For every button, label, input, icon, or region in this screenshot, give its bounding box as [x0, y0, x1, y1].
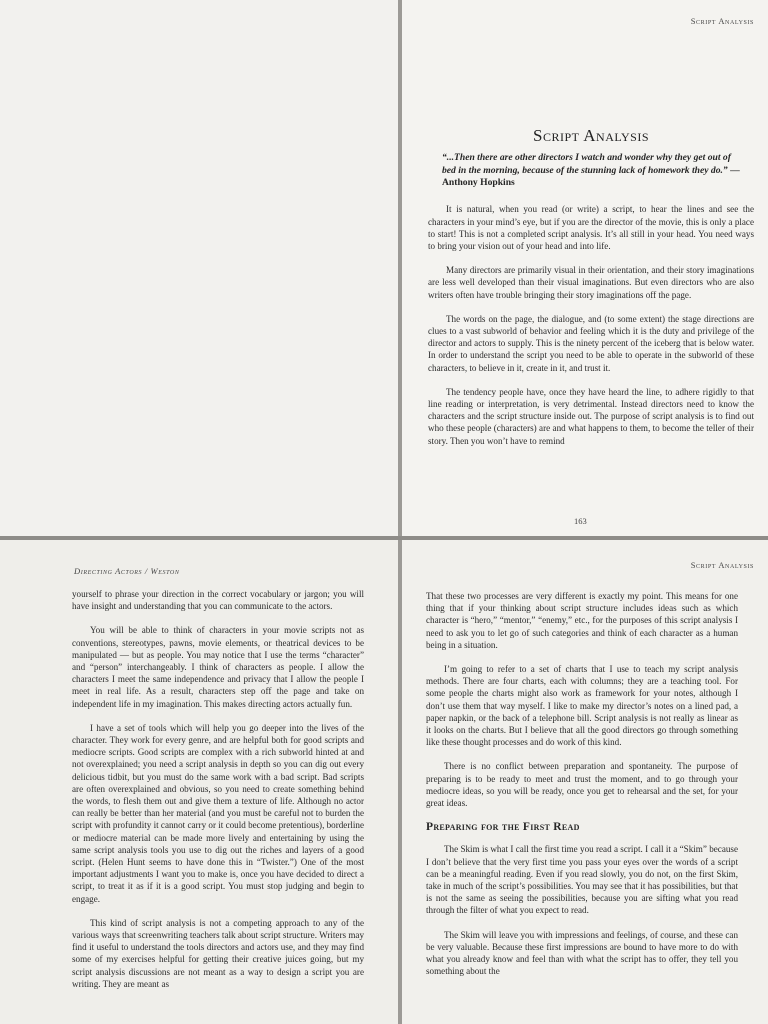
book-page-left: [0, 540, 398, 1024]
paragraph: The Skim is what I call the first time you read a script. I call it a “Skim” because I don’t believe that the very first time you pass your eyes over the words of a script can be a meaningful reading. Even if you read slowly, you do not, on the first Skim, take in much of the script’s possibilities. You may see that it has possibilities, but that is not the same as seeing the possibilities, because you are sifting what you read through the filter of what you expect to read.: [426, 844, 738, 916]
running-head: Script Analysis: [690, 560, 754, 570]
epigraph: [442, 152, 740, 189]
paragraph: yourself to phrase your direction in the correct vocabulary or jargon; you will have insight and understanding that you can communicate to the actors.: [72, 589, 364, 612]
epigraph-quote: “...Then there are other directors I watch and wonder why they get out of bed in the morning, because of the stunning lack of homework they do.”: [442, 152, 731, 176]
page-number: 163: [574, 516, 587, 526]
text-column: [72, 588, 364, 1002]
text-column: [428, 126, 754, 459]
paragraph: I’m going to refer to a set of charts that I use to teach my script analysis methods. There are four charts, each with columns; they are a teaching tool. For some people the charts might also work as framework for your notes, although I don’t use them that way myself. I like to make my director’s notes on a lined pad, a paper napkin, or the back of a telephone bill. Script analysis is not really as linear as it looks on the charts. But I believe that all the good directors go through something like these thought processes and do work of this kind.: [426, 664, 738, 748]
chapter-title: Script Analysis: [532, 126, 650, 145]
running-head: Directing Actors / Weston: [74, 566, 180, 576]
paragraph: The words on the page, the dialogue, and (to some extent) the stage directions are clues to a vast subworld of behavior and feeling which it is the duty and privilege of the director and actors to supply. This is the ninety percent of the iceberg that is below water. In order to understand the script you need to be able to operate in the subworld of these characters, to believe in it, create in it, and trust it.: [428, 313, 754, 373]
paragraph: Many directors are primarily visual in their orientation, and their story imaginations are less well developed than their visual imaginations. But even directors who are also writers often have trouble bringing their story imaginations off the page.: [428, 265, 754, 300]
blank-left-page: [0, 0, 398, 536]
paragraph: That these two processes are very different is exactly my point. This means for one thing that if your thinking about script structure includes ideas such as which character is “hero,” “mentor,” “enemy,” etc., for the purposes of this script analysis I need to ask you to let go of such categories and think of each character as a human being in a situation.: [426, 591, 738, 650]
paragraph: This kind of script analysis is not a competing approach to any of the various ways that screenwriting teachers talk about script structure. Writers may find it useful to understand the tools directors and actors use, and they may find some of my exercises helpful for getting their creative juices going, but my script analysis discussions are not meant as a way to design a script you are writing. They are meant as: [72, 917, 364, 989]
page-163: [402, 0, 768, 536]
paragraph: The tendency people have, once they have heard the line, to adhere rigidly to that line reading or interpretation, is very detrimental. Instead directors need to know the characters and the script structure inside out. The purpose of script analysis is to find out who these people (characters) are and what happens to them, to become the teller of their story. Then you won’t have to remind: [428, 386, 754, 446]
book-page-right: [402, 540, 768, 1024]
running-head: Script Analysis: [690, 16, 754, 26]
section-heading: Preparing for the First Read: [426, 821, 580, 834]
book-spine-shadow: [398, 0, 402, 1024]
scan-divider: [0, 536, 768, 540]
epigraph-attribution: — Anthony Hopkins: [442, 164, 740, 189]
paragraph: I have a set of tools which will help you go deeper into the lives of the character. They work for every genre, and are helpful both for good scripts and mediocre scripts. Good scripts are complex with a rich subworld hinted at and not overexplained; you need a script analysis in depth so you can dig out every delicious tidbit, but you must do the same work with a bad script. Bad scripts are often overexplained and obvious, so you need to create something behind the words, to flesh them out and give them a texture of life. Although no actor can really be better than her material (and you must be careful not to burden the script with profundity it cannot carry or it could become pretentious), borderline or mediocre material can be made more lively and entertaining by using the same script analysis tools you use to dig out the riches and layers of a good script. (Helen Hunt seems to have done this in “Twister.”) One of the most important adjustments I want you to make is, once you have decided to direct a script, to treat it as if it is a good script. You must stop judging and begin to engage.: [72, 722, 364, 904]
paragraph: You will be able to think of characters in your movie scripts not as conventions, stereotypes, pawns, movie elements, or theatrical devices to be manipulated — but as people. You may notice that I use the terms “character” and “person” interchangeably. I think of characters as people. I allow the characters I meet the same independence and privacy that I allow the people I meet in real life. As a result, characters step off the page and take on independent life in my imagination. This makes directing actors actually fun.: [72, 625, 364, 709]
paragraph: There is no conflict between preparation and spontaneity. The purpose of preparing is to be ready to meet and trust the moment, and to go through your mediocre ideas, so you will be ready, once you get to rehearsal and the set, for your great ideas.: [426, 761, 738, 809]
paragraph: It is natural, when you read (or write) a script, to hear the lines and see the characters in your mind’s eye, but if you are the director of the movie, this is only a place to start! This is not a completed script analysis. It’s all still in your head. You need ways to bring your vision out of your head and into life.: [428, 204, 754, 252]
paragraph: The Skim will leave you with impressions and feelings, of course, and these can be very valuable. Because these first impressions are bound to have more to do with what you already know and feel than with what the script has to offer, they tell you something about the: [426, 929, 738, 977]
text-column: [426, 590, 738, 989]
